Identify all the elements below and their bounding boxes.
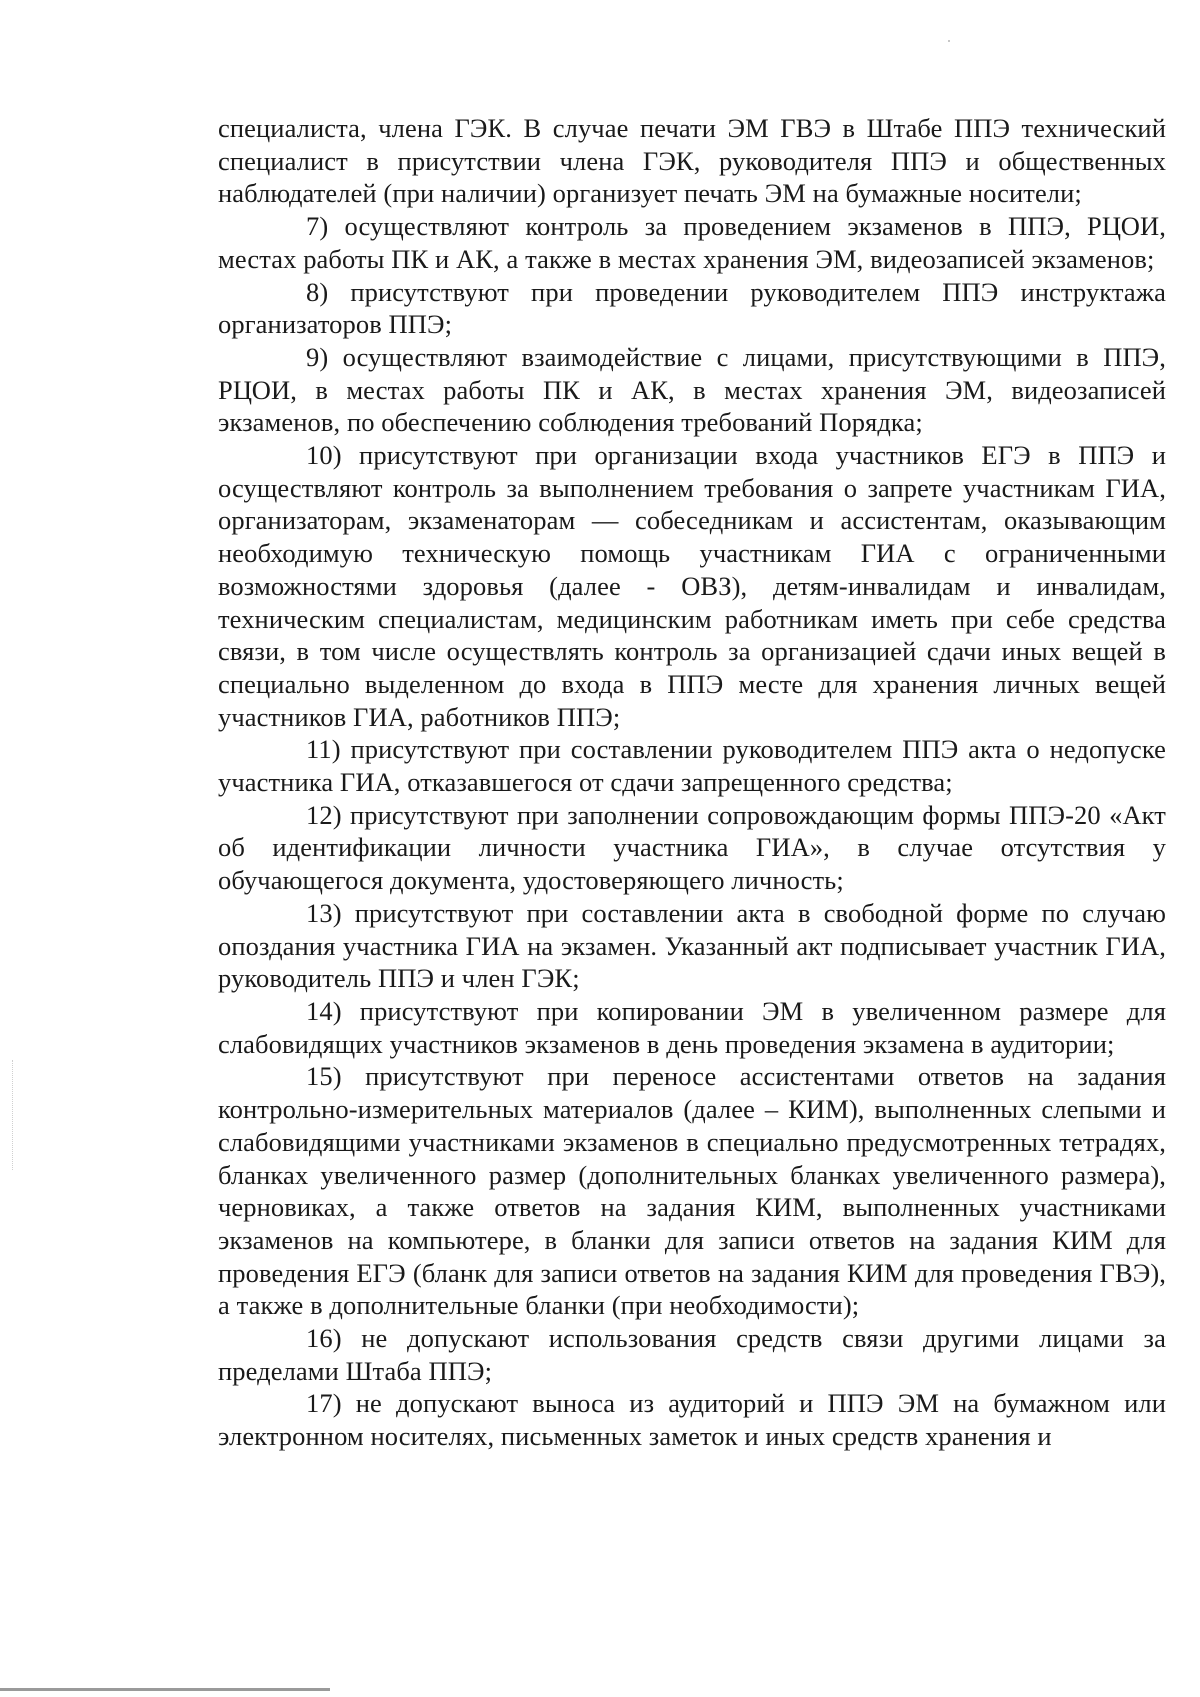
scan-speck: [948, 40, 950, 42]
list-item-7: 7) осуществляют контроль за проведением экзаменов в ППЭ, РЦОИ, местах работы ПК и АК, а также в местах хранения ЭМ, видеозаписей экзаменов;: [218, 211, 1166, 274]
list-item-14: 14) присутствуют при копировании ЭМ в увеличенном размере для слабовидящих участников экзаменов в день проведения экзамена в аудитории;: [218, 995, 1166, 1059]
list-item-17: 17) не допускают выноса из аудиторий и ППЭ ЭМ на бумажном или электронном носителях, письменных заметок и иных средств хранения и: [218, 1388, 1166, 1452]
paragraph-continuation: специалиста, члена ГЭК. В случае печати ЭМ ГВЭ в Штабе ППЭ технический специалист в присутствии члена ГЭК, руководителя ППЭ и общественных наблюдателей (при наличии) организует печать ЭМ на бумажные носители;: [218, 113, 1166, 209]
list-item-16: 16) не допускают использования средств связи другими лицами за пределами Штаба ППЭ;: [218, 1323, 1166, 1386]
scan-margin-marks: [12, 1060, 15, 1170]
list-item-9: 9) осуществляют взаимодействие с лицами, присутствующими в ППЭ, РЦОИ, в местах работы ПК и АК, в местах хранения ЭМ, видеозаписей экзаменов, по обеспечению соблюдения требований Порядка;: [218, 341, 1166, 438]
list-item-11: 11) присутствуют при составлении руководителем ППЭ акта о недопуске участника ГИА, отказавшегося от сдачи запрещенного средства;: [218, 734, 1166, 798]
list-item-12: 12) присутствуют при заполнении сопровождающим формы ППЭ-20 «Акт об идентификации личности участника ГИА», в случае отсутствия у обучающегося документа, удостоверяющего личность;: [218, 799, 1166, 896]
list-item-8: 8) присутствуют при проведении руководителем ППЭ инструктажа организаторов ППЭ;: [218, 276, 1166, 340]
list-item-10: 10) присутствуют при организации входа участников ЕГЭ в ППЭ и осуществляют контроль за выполнением требования о запрете участникам ГИА, организаторам, экзаменаторам — собеседникам и ассистентам, оказывающим необходимую техническую помощь участникам ГИА с ограниченными возможностями здоровья (далее - ОВЗ), детям-инвалидам и инвалидам, техническим специалистам, медицинским работникам иметь при себе средства связи, в том числе осуществлять контроль за организацией сдачи иных вещей в специально выделенном до входа в ППЭ месте для хранения личных вещей участников ГИА, работников ППЭ;: [218, 440, 1166, 732]
document-body: [218, 112, 1166, 1453]
list-item-13: 13) присутствуют при составлении акта в свободной форме по случаю опоздания участника ГИА на экзамен. Указанный акт подписывает участник ГИА, руководитель ППЭ и член ГЭК;: [218, 897, 1166, 994]
list-item-15: 15) присутствуют при переносе ассистентами ответов на задания контрольно-измерительных материалов (далее – КИМ), выполненных слепыми и слабовидящими участниками экзаменов в специально предусмотренных тетрадях, бланках увеличенного размер (дополнительных бланках увеличенного размера), черновиках, а также ответов на задания КИМ, выполненных участниками экзаменов на компьютере, в бланки для записи ответов на задания КИМ для проведения ЕГЭ (бланк для записи ответов на задания КИМ для проведения ГВЭ), а также в дополнительные бланки (при необходимости);: [218, 1061, 1166, 1321]
scan-edge-line: [0, 1688, 330, 1691]
